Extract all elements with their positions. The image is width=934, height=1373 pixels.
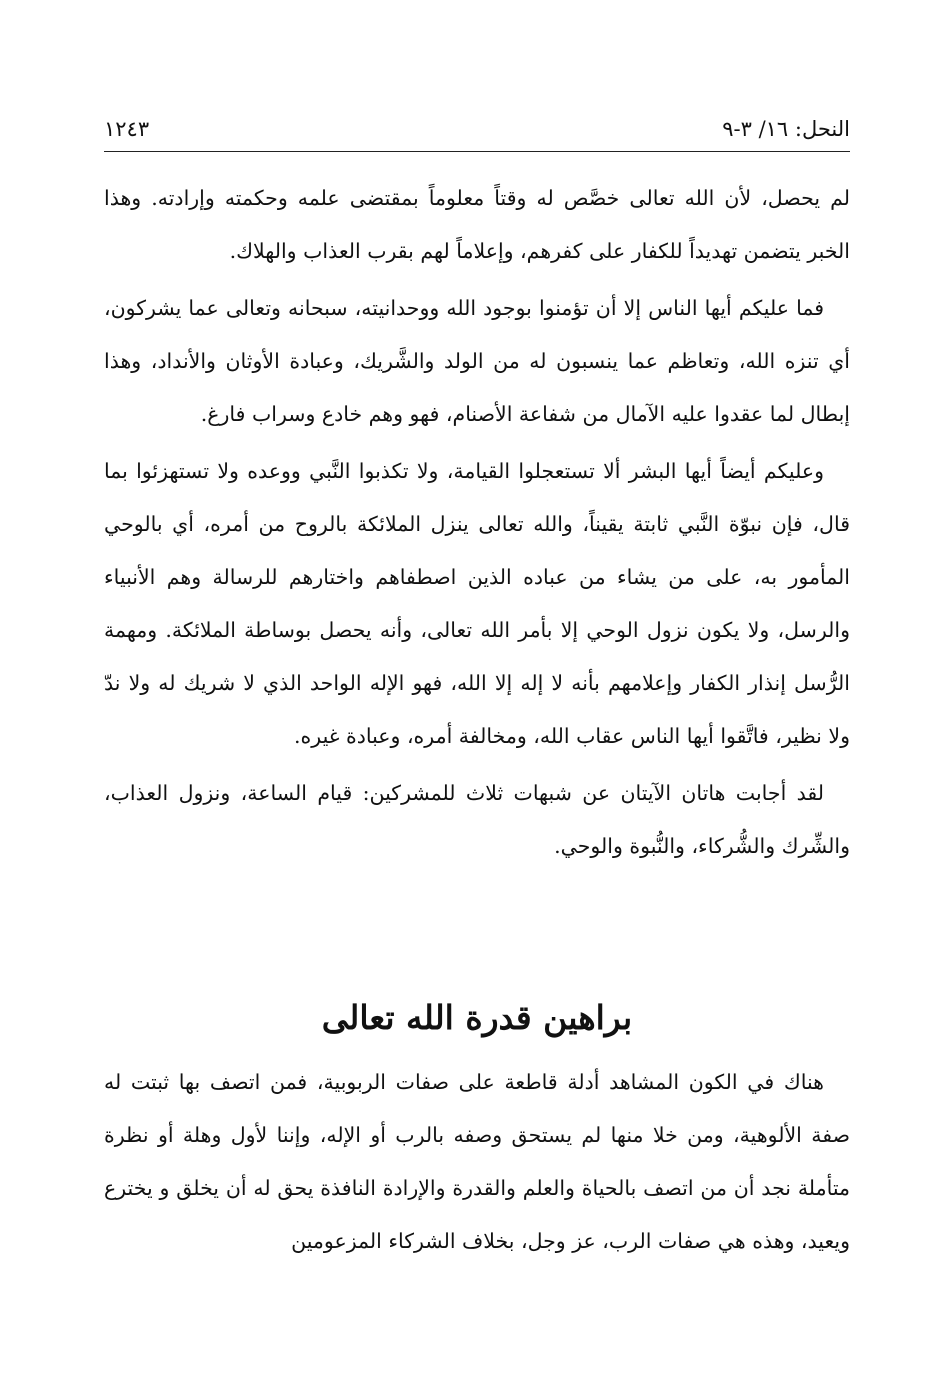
section-heading: براهين قدرة الله تعالى — [321, 998, 633, 1037]
section-paragraph: هناك في الكون المشاهد أدلة قاطعة على صفات الربوبية، فمن اتصف بها ثبتت له صفة الألوهية، ومن خلا منها لم يستحق وصفه بالرب أو الإله، وإننا لأول وهلة أو نظرة متأملة نجد أن من اتصف بالحياة والعلم والقدرة والإرادة النافذة يحق له أن يخلق و يخترع ويعيد، وهذه هي صفات الرب، عز وجل، بخلاف الشركاء المزعومين — [104, 1070, 850, 1253]
paragraph-3: وعليكم أيضاً أيها البشر ألا تستعجلوا القيامة، ولا تكذبوا النَّبي ووعده ولا تستهزئوا بما قال، فإن نبوّة النَّبي ثابتة يقيناً، والله تعالى ينزل الملائكة بالروح من أمره، أي بالوحي المأمور به، على من يشاء من عباده الذين اصطفاهم واختارهم للرسالة وهم الأنبياء والرسل، ولا يكون نزول الوحي إلا بأمر الله تعالى، وأنه يحصل بوساطة الملائكة. ومهمة الرُّسل إنذار الكفار وإعلامهم بأنه لا إله إلا الله، فهو الإله الواحد الذي لا شريك له ولا ندّ ولا نظير، فاتَّقوا أيها الناس عقاب الله، ومخالفة أمره، وعبادة غيره. — [104, 459, 850, 748]
header-title: النحل: ١٦/ ٣-٩ — [722, 117, 850, 141]
running-header — [104, 108, 850, 144]
page-number: ١٢٤٣ — [104, 117, 150, 141]
paragraph-2: فما عليكم أيها الناس إلا أن تؤمنوا بوجود الله ووحدانيته، سبحانه وتعالى عما يشركون، أي تنزه الله، وتعاظم عما ينسبون له من الولد والشَّريك، وعبادة الأوثان والأنداد، وهذا إبطال لما عقدوا عليه الآمال من شفاعة الأصنام، فهو وهم خادع وسراب فارغ. — [104, 296, 850, 426]
paragraph-1: لم يحصل، لأن الله تعالى خصَّص له وقتاً معلوماً بمقتضى علمه وحكمته وإرادته. وهذا الخبر يتضمن تهديداً للكفار على كفرهم، وإعلاماً لهم بقرب العذاب والهلاك. — [104, 186, 850, 263]
commentary-text — [104, 172, 850, 877]
paragraph-4: لقد أجابت هاتان الآيتان عن شبهات ثلاث للمشركين: قيام الساعة، ونزول العذاب، والشِّرك والشُّركاء، والنُّبوة والوحي. — [104, 781, 850, 858]
header-divider — [104, 151, 850, 152]
section-text — [104, 1056, 850, 1272]
